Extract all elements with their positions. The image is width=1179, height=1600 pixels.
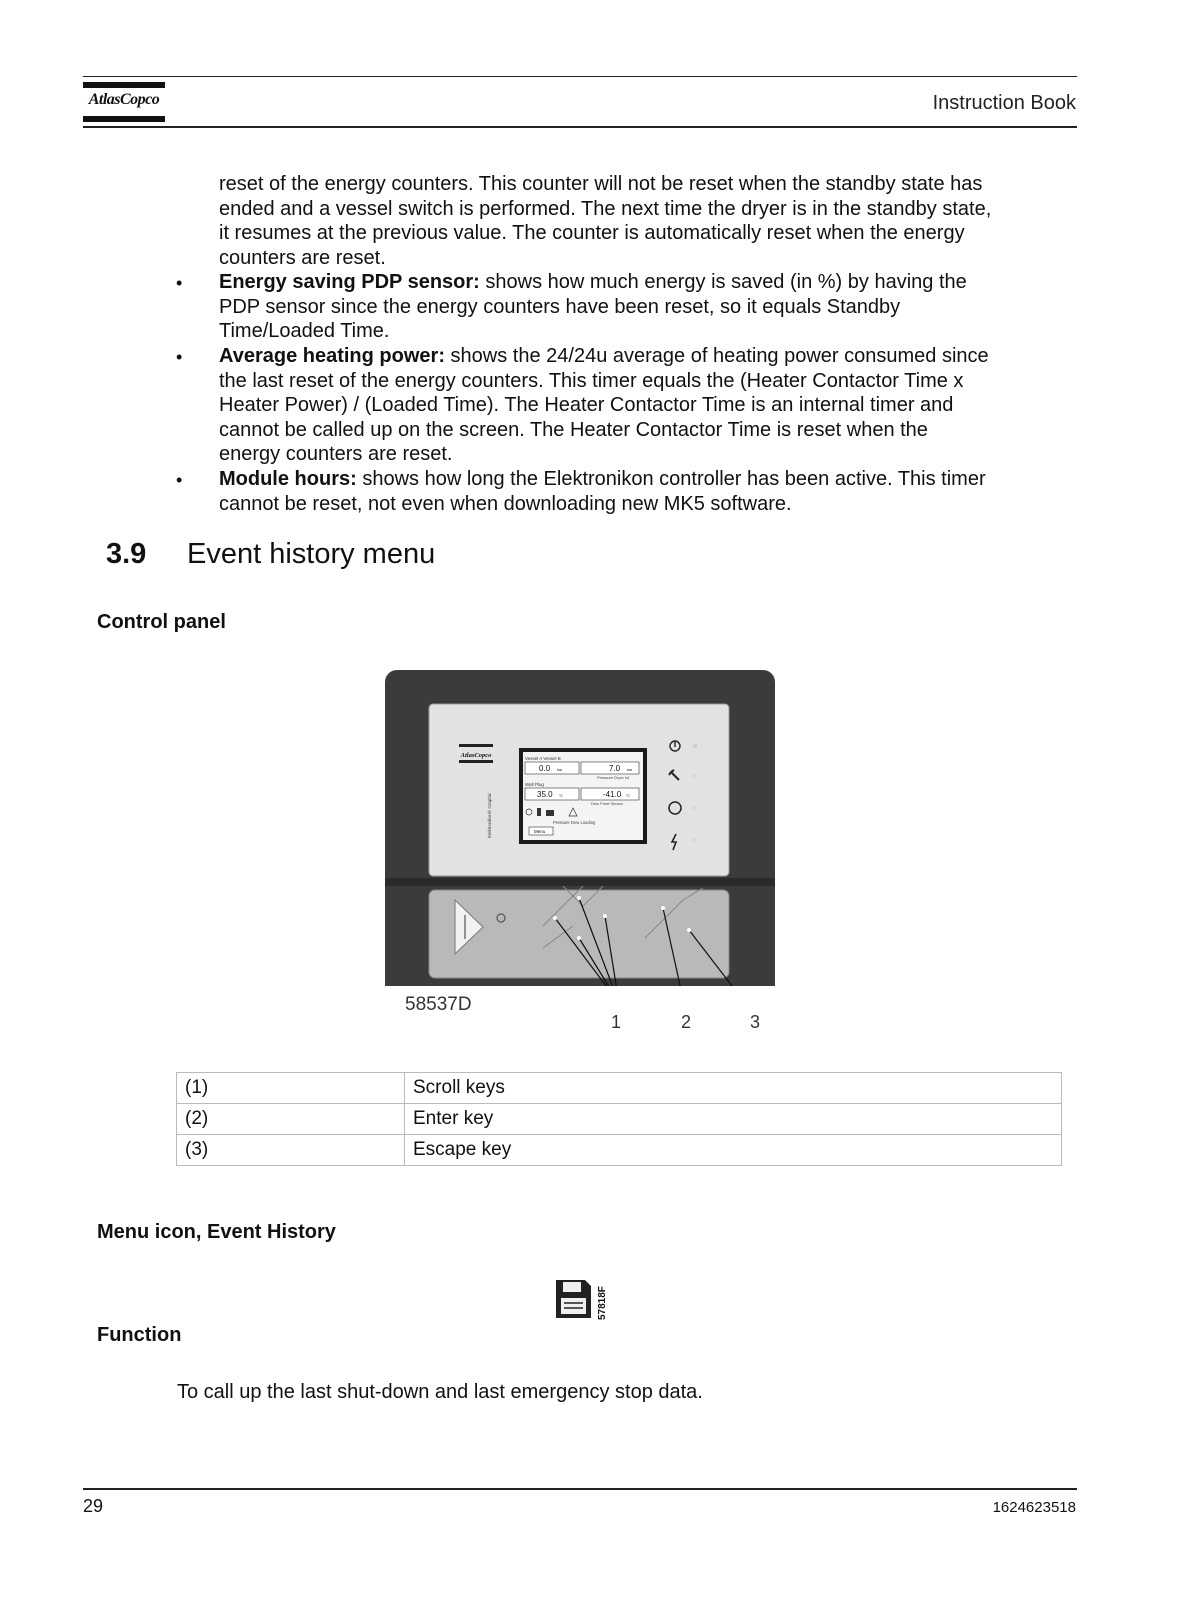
lcd-row1-caption: Pressure Dryer Inl xyxy=(597,775,630,780)
bullet-text: shows the 24/24u average of heating power consumed since xyxy=(444,345,989,367)
figure-id: 58537D xyxy=(405,994,472,1015)
lcd-row2-left-value: 35.0 xyxy=(537,790,553,799)
voltage-led xyxy=(693,838,698,843)
legend-value: Escape key xyxy=(405,1135,1062,1166)
key-marker xyxy=(661,906,665,910)
bullet-marker: • xyxy=(176,273,183,293)
control-panel-heading: Control panel xyxy=(97,611,226,633)
bullet-module-hours xyxy=(219,467,1049,516)
bullet-average-heating xyxy=(219,344,1049,467)
bullet-line: the last reset of the energy counters. This timer equals the (Heater Contactor Time x xyxy=(219,369,964,392)
bullet-line: PDP sensor since the energy counters have been reset, so it equals Standby xyxy=(219,295,901,318)
page-number: 29 xyxy=(83,1496,104,1516)
intro-line: ended and a vessel switch is performed. The next time the dryer is in the standby state, xyxy=(219,197,992,220)
bullet-line: cannot be reset, not even when downloading new MK5 software. xyxy=(219,492,792,515)
lcd-thermometer-icon xyxy=(537,808,541,816)
panel-logo-bar xyxy=(459,760,493,763)
lcd-row1-right-value: 7.0 xyxy=(609,764,621,773)
floppy-shutter xyxy=(563,1282,581,1292)
header-title: Instruction Book xyxy=(932,92,1076,114)
key-marker xyxy=(603,914,607,918)
bullet-term: Module hours: xyxy=(219,468,357,490)
lcd-row2-left-unit: °C xyxy=(559,794,563,798)
callout-number: 2 xyxy=(680,1012,692,1032)
lcd-row1-label: Vessel A Vessel B xyxy=(525,756,561,761)
document-number: 1624623518 xyxy=(992,1499,1076,1516)
lcd-row2-caption: Dew Point Sensor xyxy=(591,801,624,806)
menu-icon-heading: Menu icon, Event History xyxy=(97,1221,336,1243)
function-text: To call up the last shut-down and last emergency stop data. xyxy=(177,1381,703,1403)
bullet-term: Average heating power: xyxy=(219,345,445,367)
panel-divider xyxy=(385,878,775,886)
intro-line: counters are reset. xyxy=(219,246,386,269)
key-marker xyxy=(687,928,691,932)
automatic-operation-led xyxy=(693,806,698,811)
table-row xyxy=(177,1135,1062,1166)
lcd-dryer-icon xyxy=(546,810,554,816)
callout-number: 1 xyxy=(610,1012,622,1032)
intro-line: reset of the energy counters. This counter will not be reset when the standby state has xyxy=(219,173,983,195)
bullet-text: shows how much energy is saved (in %) by having the xyxy=(479,271,967,293)
panel-logo-text: AtlasCopco xyxy=(460,752,492,759)
intro-paragraph xyxy=(219,172,1049,270)
bullet-term: Energy saving PDP sensor: xyxy=(219,271,480,293)
key-legend-table xyxy=(176,1072,1062,1166)
table-row xyxy=(177,1104,1062,1135)
table-row xyxy=(177,1073,1062,1104)
lcd-row2-right-value: -41.0 xyxy=(603,790,622,799)
section-title: Event history menu xyxy=(187,538,436,570)
legend-value: Enter key xyxy=(405,1104,1062,1135)
legend-key: (1) xyxy=(177,1073,405,1104)
intro-line: it resumes at the previous value. The counter is automatically reset when the energy xyxy=(219,222,965,244)
panel-side-label: Elektronikon® Graphic xyxy=(487,792,492,838)
control-panel-figure xyxy=(383,668,781,1038)
lcd-row1-right-unit: bar xyxy=(627,768,633,772)
bullet-marker: • xyxy=(176,347,183,367)
section-number: 3.9 xyxy=(106,538,147,570)
bullet-marker: • xyxy=(176,470,183,490)
lcd-row1-left-value: 0.0 xyxy=(539,764,551,773)
logo-bar-top xyxy=(83,82,165,88)
logo-text: AtlasCopco xyxy=(88,91,160,108)
legend-key: (2) xyxy=(177,1104,405,1135)
footer-rule xyxy=(83,1488,1077,1490)
atlas-copco-logo xyxy=(83,82,165,122)
bullet-text: shows how long the Elektronikon controller has been active. This timer xyxy=(356,468,986,490)
lcd-row1-left-unit: bar xyxy=(557,768,563,772)
power-led xyxy=(693,744,698,749)
panel-logo-bar xyxy=(459,744,493,747)
header-rule-top xyxy=(83,76,1077,77)
legend-key: (3) xyxy=(177,1135,405,1166)
logo-bar-bottom xyxy=(83,116,165,122)
service-led xyxy=(693,774,698,779)
header-rule-bottom xyxy=(83,126,1077,128)
lcd-row2-right-unit: °C xyxy=(626,794,630,798)
bullet-line: cannot be called up on the screen. The Heater Contactor Time is reset when the xyxy=(219,418,928,441)
callout-number: 3 xyxy=(749,1012,761,1032)
key-marker xyxy=(553,916,557,920)
key-marker xyxy=(577,936,581,940)
lcd-row1-left-box xyxy=(525,762,579,774)
function-heading: Function xyxy=(97,1324,182,1346)
bullet-line: Heater Power) / (Loaded Time). The Heater Contactor Time is an internal timer and xyxy=(219,394,954,416)
floppy-label xyxy=(561,1298,586,1314)
key-marker xyxy=(577,896,581,900)
lcd-row2-label: Wall Plug xyxy=(525,782,544,787)
floppy-disk-icon xyxy=(555,1276,611,1322)
lcd-menu-softkey-label: Menu xyxy=(534,829,546,834)
legend-value: Scroll keys xyxy=(405,1073,1062,1104)
menu-icon-figure-id: 57818F xyxy=(597,1286,608,1320)
lcd-status-text: Pressure Dew Loading xyxy=(553,820,596,825)
bullet-line: Time/Loaded Time. xyxy=(219,320,390,342)
bullet-energy-saving xyxy=(219,270,1049,344)
bullet-line: energy counters are reset. xyxy=(219,443,453,465)
